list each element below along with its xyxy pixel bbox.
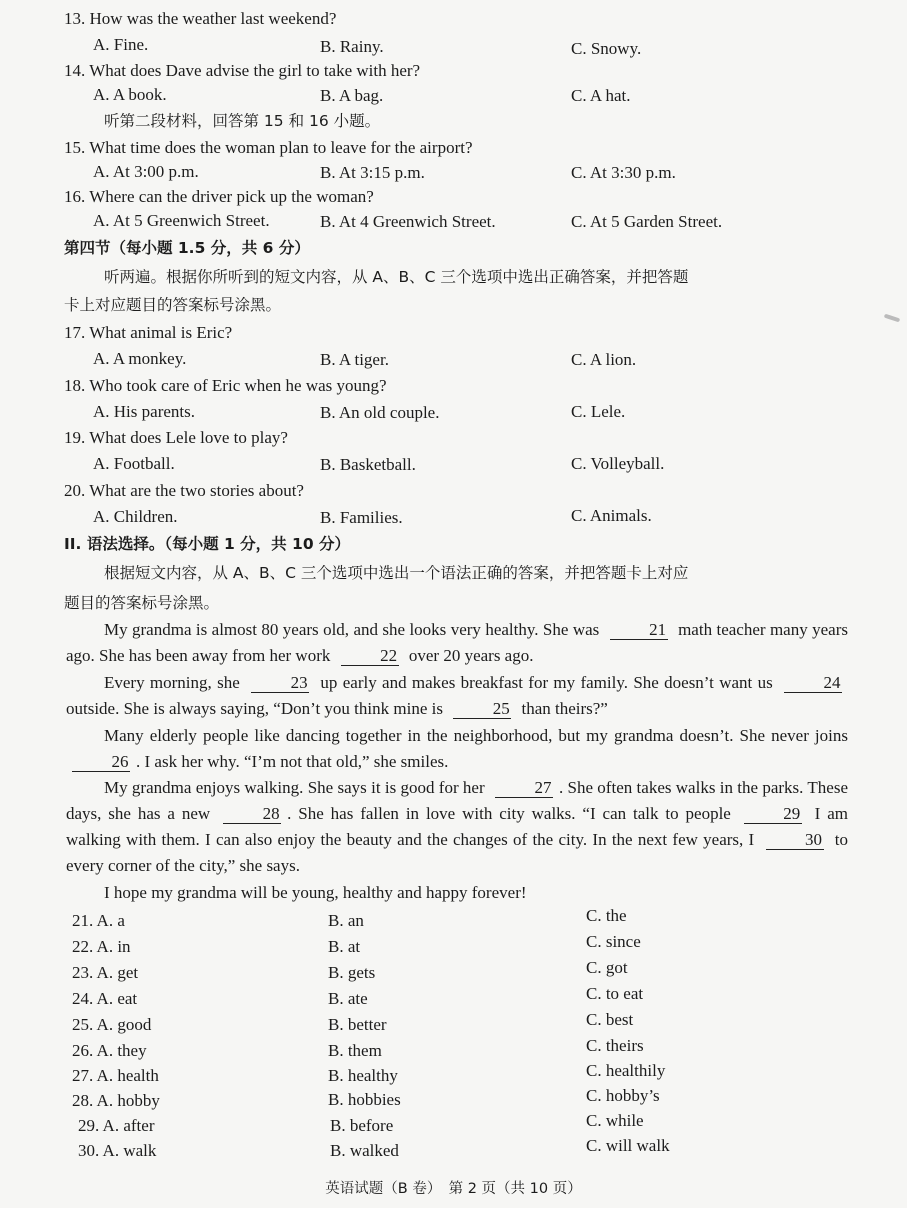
choice-27-c: C. healthily <box>586 1061 666 1080</box>
choice-28-c: C. hobby’s <box>586 1086 660 1105</box>
choice-26-b: B. them <box>328 1041 382 1060</box>
passage-paragraph-4 <box>66 775 848 879</box>
choice-29-c: C. while <box>586 1111 644 1130</box>
section-4-title: 第四节（每小题 1.5 分，共 6 分） <box>64 239 310 257</box>
passage-text: I hope my grandma will be young, healthy and happy forever! <box>104 883 527 902</box>
blank-27: 27 <box>495 779 553 798</box>
choice-25-c: C. best <box>586 1010 634 1029</box>
blank-26: 26 <box>72 753 130 772</box>
choice-28-a: 28. A. hobby <box>72 1091 160 1110</box>
part-2-title: II. 语法选择。（每小题 1 分，共 10 分） <box>64 535 351 553</box>
question-19-option-b: B. Basketball. <box>320 455 416 474</box>
choice-21-a: 21. A. a <box>72 911 125 930</box>
question-19-stem: 19. What does Lele love to play? <box>64 428 288 447</box>
passage-text: over 20 years ago. <box>408 646 534 665</box>
passage-text: My grandma enjoys walking. She says it is good for her <box>104 778 485 797</box>
choice-23-c: C. got <box>586 958 628 977</box>
choice-29-b: B. before <box>330 1116 394 1135</box>
question-17-option-a: A. A monkey. <box>93 349 187 368</box>
question-13-option-c: C. Snowy. <box>571 39 642 58</box>
question-19-option-a: A. Football. <box>93 454 175 473</box>
passage-paragraph-1 <box>66 617 848 669</box>
blank-23: 23 <box>251 674 309 693</box>
choice-21-c: C. the <box>586 906 627 925</box>
passage-paragraph-5 <box>66 880 848 906</box>
blank-21: 21 <box>610 621 668 640</box>
passage-text: math teacher many years ago. She has been away from her work <box>66 620 848 665</box>
question-14-stem: 14. What does Dave advise the girl to take with her? <box>64 61 421 80</box>
question-18-option-b: B. An old couple. <box>320 403 440 422</box>
question-20-option-c: C. Animals. <box>571 506 652 525</box>
question-15-option-b: B. At 3:15 p.m. <box>320 163 425 182</box>
choice-26-a: 26. A. they <box>72 1041 147 1060</box>
choice-25-b: B. better <box>328 1015 387 1034</box>
choice-24-b: B. ate <box>328 989 368 1008</box>
question-18-option-c: C. Lele. <box>571 402 626 421</box>
question-13-option-a: A. Fine. <box>93 35 149 54</box>
passage-text: Many elderly people like dancing together in the neighborhood, but my grandma doesn’t. She never joins <box>104 726 848 745</box>
blank-24: 24 <box>784 674 842 693</box>
question-15-stem: 15. What time does the woman plan to leave for the airport? <box>64 138 473 157</box>
question-20-option-a: A. Children. <box>93 507 178 526</box>
question-14-option-c: C. A hat. <box>571 86 631 105</box>
passage-text: My grandma is almost 80 years old, and she looks very healthy. She was <box>104 620 600 639</box>
choice-22-a: 22. A. in <box>72 937 131 956</box>
passage-text: . She often takes walks in the parks. These days, she has a new <box>66 778 849 823</box>
choice-30-b: B. walked <box>330 1141 399 1160</box>
choice-27-a: 27. A. health <box>72 1066 159 1085</box>
choice-24-c: C. to eat <box>586 984 644 1003</box>
part-2-instruction-line2: 题目的答案标号涂黑。 <box>64 594 220 612</box>
blank-25: 25 <box>453 700 511 719</box>
section-note-part2: 听第二段材料，回答第 15 和 16 小题。 <box>104 112 381 130</box>
choice-25-a: 25. A. good <box>72 1015 152 1034</box>
question-19-option-c: C. Volleyball. <box>571 454 665 473</box>
choice-22-b: B. at <box>328 937 361 956</box>
choice-30-c: C. will walk <box>586 1136 670 1155</box>
question-13-option-b: B. Rainy. <box>320 37 384 56</box>
choice-27-b: B. healthy <box>328 1066 398 1085</box>
passage-text: I am walking with them. I can also enjoy the beauty and the changes of the city. In the next few years, I <box>66 804 849 849</box>
question-17-option-c: C. A lion. <box>571 350 637 369</box>
passage-text: . I ask her why. “I’m not that old,” she smiles. <box>136 752 449 771</box>
blank-29: 29 <box>744 805 802 824</box>
section-4-instruction-line2: 卡上对应题目的答案标号涂黑。 <box>64 296 282 314</box>
choice-21-b: B. an <box>328 911 364 930</box>
question-14-option-b: B. A bag. <box>320 86 384 105</box>
question-15-option-c: C. At 3:30 p.m. <box>571 163 676 182</box>
passage-text: outside. She is always saying, “Don’t you think mine is <box>66 699 443 718</box>
choice-22-c: C. since <box>586 932 641 951</box>
part-2-instruction-line1: 根据短文内容，从 A、B、C 三个选项中选出一个语法正确的答案，并把答题卡上对应 <box>104 564 689 582</box>
question-13-stem: 13. How was the weather last weekend? <box>64 9 337 28</box>
passage-text: . She has fallen in love with city walks. “I can talk to people <box>287 804 731 823</box>
choice-29-a: 29. A. after <box>78 1116 155 1135</box>
blank-22: 22 <box>341 647 399 666</box>
question-14-option-a: A. A book. <box>93 85 167 104</box>
question-17-stem: 17. What animal is Eric? <box>64 323 233 342</box>
question-16-option-b: B. At 4 Greenwich Street. <box>320 212 496 231</box>
section-4-instruction-line1: 听两遍。根据你所听到的短文内容，从 A、B、C 三个选项中选出正确答案，并把答题 <box>104 268 689 286</box>
passage-text: Every morning, she <box>104 673 240 692</box>
passage-paragraph-2 <box>66 670 848 722</box>
question-20-option-b: B. Families. <box>320 508 403 527</box>
question-17-option-b: B. A tiger. <box>320 350 389 369</box>
scan-speck <box>884 314 900 323</box>
blank-30: 30 <box>766 831 824 850</box>
choice-26-c: C. theirs <box>586 1036 644 1055</box>
question-18-stem: 18. Who took care of Eric when he was young? <box>64 376 387 395</box>
passage-text: to every corner of the city,” she says. <box>66 830 849 875</box>
question-16-stem: 16. Where can the driver pick up the woman? <box>64 187 374 206</box>
passage-paragraph-3 <box>66 723 848 775</box>
passage-text: than theirs?” <box>521 699 608 718</box>
choice-23-a: 23. A. get <box>72 963 139 982</box>
question-16-option-c: C. At 5 Garden Street. <box>571 212 723 231</box>
page-footer: 英语试题（B 卷） 第 2 页（共 10 页） <box>325 1181 582 1197</box>
question-15-option-a: A. At 3:00 p.m. <box>93 162 199 181</box>
choice-28-b: B. hobbies <box>328 1090 401 1109</box>
question-16-option-a: A. At 5 Greenwich Street. <box>93 211 270 230</box>
blank-28: 28 <box>223 805 281 824</box>
passage-text: up early and makes breakfast for my family. She doesn’t want us <box>320 673 773 692</box>
question-20-stem: 20. What are the two stories about? <box>64 481 304 500</box>
choice-24-a: 24. A. eat <box>72 989 138 1008</box>
choice-30-a: 30. A. walk <box>78 1141 157 1160</box>
choice-23-b: B. gets <box>328 963 376 982</box>
question-18-option-a: A. His parents. <box>93 402 195 421</box>
